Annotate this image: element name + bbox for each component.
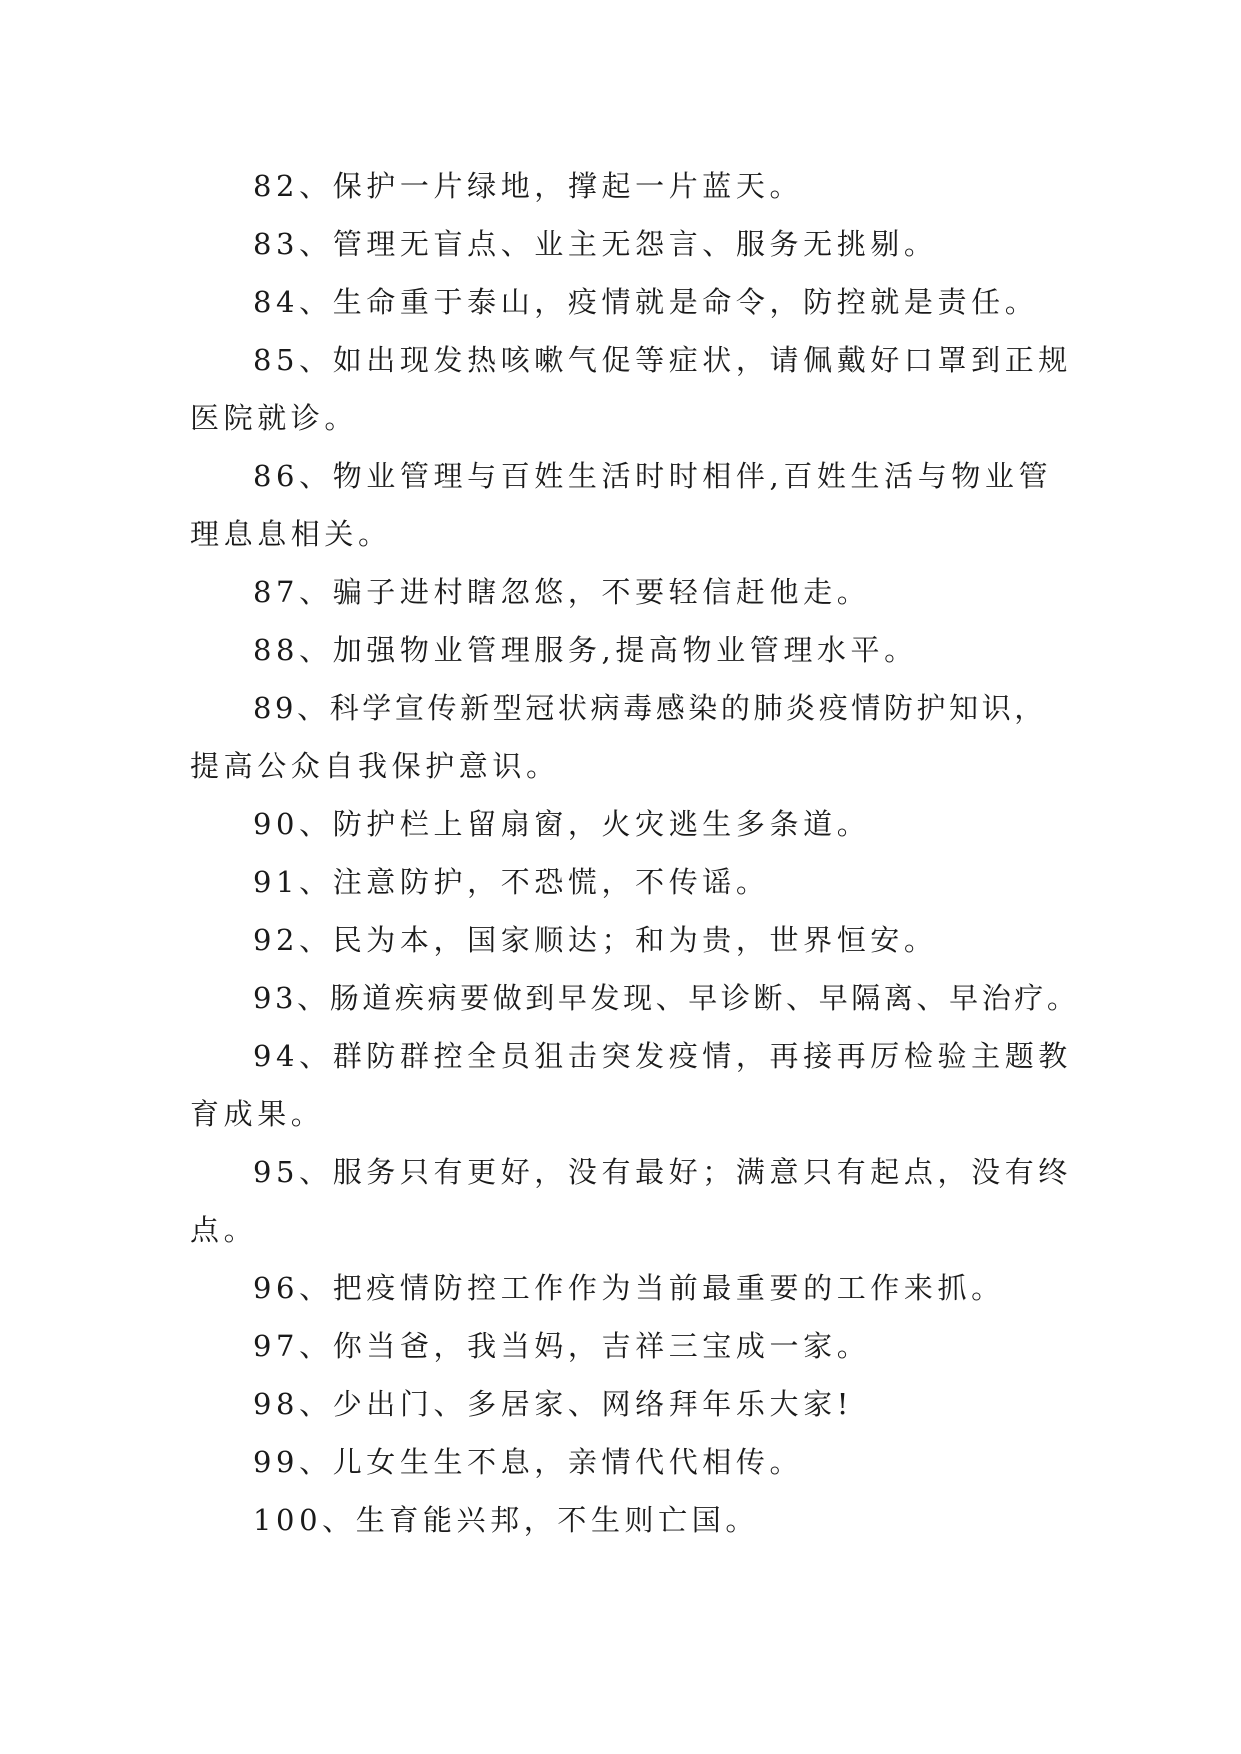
item-text: 99、儿女生生不息，亲情代代相传。 — [253, 1445, 804, 1479]
item-text: 98、少出门、多居家、网络拜年乐大家! — [253, 1387, 853, 1421]
item-text: 85、如出现发热咳嗽气促等症状，请佩戴好口罩到正规 — [253, 343, 1072, 377]
item-text: 96、把疫情防控工作作为当前最重要的工作来抓。 — [253, 1271, 1005, 1305]
item-text-continuation: 育成果。 — [190, 1097, 325, 1131]
item-text-continuation: 理息息相关。 — [190, 517, 392, 551]
item-text: 82、保护一片绿地，撑起一片蓝天。 — [253, 169, 804, 203]
item-text: 87、骗子进村瞎忽悠，不要轻信赶他走。 — [253, 575, 871, 609]
item-text: 90、防护栏上留扇窗，火灾逃生多条道。 — [253, 807, 871, 841]
item-text: 95、服务只有更好，没有最好；满意只有起点，没有终 — [253, 1155, 1072, 1189]
item-text-continuation: 点。 — [190, 1213, 258, 1247]
item-text: 100、生育能兴邦，不生则亡国。 — [253, 1503, 759, 1537]
item-text: 92、民为本，国家顺达；和为贵，世界恒安。 — [253, 923, 938, 957]
item-text: 84、生命重于泰山，疫情就是命令，防控就是责任。 — [253, 285, 1039, 319]
item-text: 89、科学宣传新型冠状病毒感染的肺炎疫情防护知识， — [253, 691, 1047, 725]
item-text: 97、你当爸，我当妈，吉祥三宝成一家。 — [253, 1329, 871, 1363]
item-text: 93、肠道疾病要做到早发现、早诊断、早隔离、早治疗。 — [253, 981, 1080, 1015]
item-text: 91、注意防护，不恐慌，不传谣。 — [253, 865, 770, 899]
item-text-continuation: 提高公众自我保护意识。 — [190, 749, 560, 783]
item-text: 83、管理无盲点、业主无怨言、服务无挑剔。 — [253, 227, 938, 261]
item-text: 86、物业管理与百姓生活时时相伴,百姓生活与物业管 — [253, 459, 1053, 493]
item-text-continuation: 医院就诊。 — [190, 401, 359, 435]
item-text: 88、加强物业管理服务,提高物业管理水平。 — [253, 633, 918, 667]
item-text: 94、群防群控全员狙击突发疫情，再接再厉检验主题教 — [253, 1039, 1072, 1073]
